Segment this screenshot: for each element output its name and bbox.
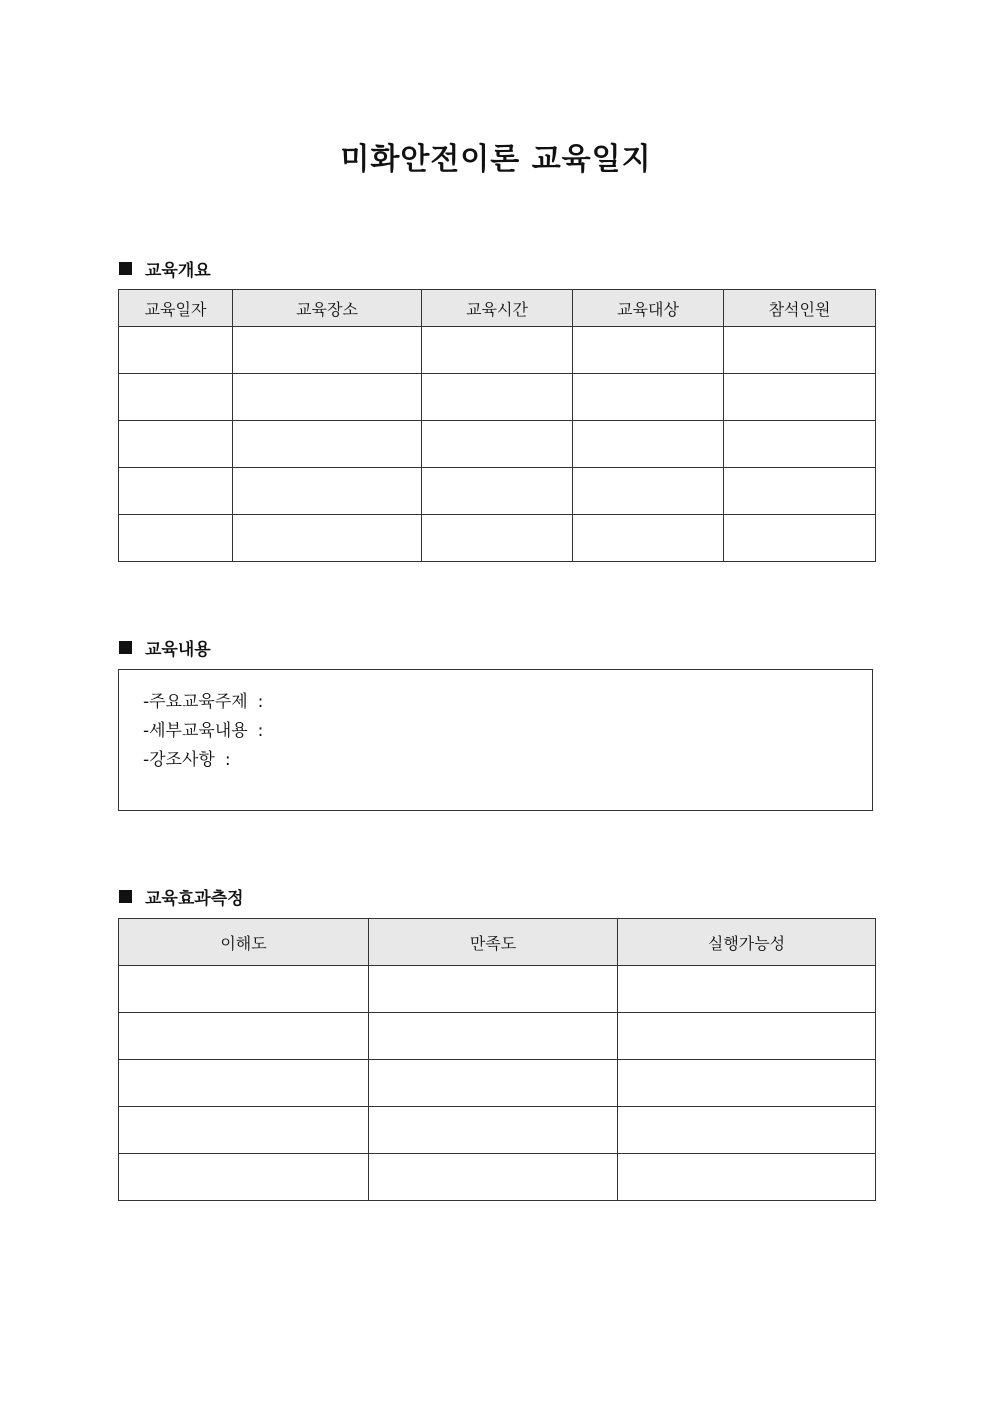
table-cell[interactable]	[724, 468, 876, 515]
table-cell[interactable]	[724, 421, 876, 468]
table-cell[interactable]	[119, 1154, 369, 1201]
table-row	[119, 468, 876, 515]
table-cell[interactable]	[119, 468, 233, 515]
table-row	[119, 1013, 876, 1060]
table-cell[interactable]	[119, 374, 233, 421]
table-row	[119, 1154, 876, 1201]
content-box[interactable]	[118, 669, 873, 811]
table-cell[interactable]	[618, 1013, 876, 1060]
table-cell[interactable]	[422, 468, 573, 515]
table-cell[interactable]	[119, 515, 233, 562]
section-heading-label: 교육개요	[145, 261, 211, 281]
table-header-row	[119, 919, 876, 966]
table-cell[interactable]	[119, 966, 369, 1013]
column-header: 만족도	[369, 919, 618, 966]
square-bullet-icon	[119, 890, 132, 903]
table-cell[interactable]	[422, 515, 573, 562]
table-cell[interactable]	[618, 966, 876, 1013]
table-cell[interactable]	[573, 515, 724, 562]
table-cell[interactable]	[369, 1154, 618, 1201]
section-heading-label: 교육내용	[145, 640, 211, 660]
table-cell[interactable]	[724, 515, 876, 562]
content-line-label: -강조사항	[143, 750, 215, 770]
table-cell[interactable]	[573, 468, 724, 515]
table-row	[119, 1107, 876, 1154]
table-cell[interactable]	[422, 327, 573, 374]
table-cell[interactable]	[369, 966, 618, 1013]
content-line-colon: :	[257, 692, 264, 712]
table-cell[interactable]	[369, 1013, 618, 1060]
table-cell[interactable]	[618, 1060, 876, 1107]
table-cell[interactable]	[119, 1013, 369, 1060]
column-header: 실행가능성	[618, 919, 876, 966]
content-line-label: -세부교육내용	[143, 721, 248, 741]
section-heading-effect	[119, 884, 244, 909]
section-heading-label: 교육효과측정	[145, 889, 244, 909]
column-header: 교육시간	[422, 290, 573, 327]
table-cell[interactable]	[119, 421, 233, 468]
table-cell[interactable]	[573, 327, 724, 374]
table-cell[interactable]	[233, 374, 422, 421]
table-row	[119, 966, 876, 1013]
table-cell[interactable]	[618, 1154, 876, 1201]
column-header: 교육대상	[573, 290, 724, 327]
table-cell[interactable]	[233, 421, 422, 468]
column-header: 교육일자	[119, 290, 233, 327]
content-line-colon: :	[257, 721, 264, 741]
content-line-main-topic	[143, 688, 872, 717]
table-cell[interactable]	[724, 327, 876, 374]
table-row	[119, 515, 876, 562]
content-line-label: -주요교육주제	[143, 692, 248, 712]
square-bullet-icon	[119, 641, 132, 654]
table-cell[interactable]	[233, 515, 422, 562]
table-cell[interactable]	[369, 1060, 618, 1107]
table-cell[interactable]	[573, 374, 724, 421]
section-heading-overview	[119, 256, 211, 281]
table-cell[interactable]	[119, 1107, 369, 1154]
column-header: 참석인원	[724, 290, 876, 327]
overview-table	[118, 289, 876, 562]
content-line-emphasis	[143, 746, 872, 775]
square-bullet-icon	[119, 262, 132, 275]
table-header-row	[119, 290, 876, 327]
table-cell[interactable]	[119, 327, 233, 374]
table-cell[interactable]	[618, 1107, 876, 1154]
table-row	[119, 327, 876, 374]
table-cell[interactable]	[369, 1107, 618, 1154]
column-header: 이해도	[119, 919, 369, 966]
content-line-colon: :	[224, 750, 231, 770]
content-line-details	[143, 717, 872, 746]
effect-table	[118, 918, 876, 1201]
table-cell[interactable]	[233, 327, 422, 374]
table-cell[interactable]	[233, 468, 422, 515]
table-row	[119, 421, 876, 468]
table-row	[119, 1060, 876, 1107]
table-row	[119, 374, 876, 421]
column-header: 교육장소	[233, 290, 422, 327]
table-cell[interactable]	[119, 1060, 369, 1107]
page-title: 미화안전이론 교육일지	[340, 142, 652, 177]
table-cell[interactable]	[422, 421, 573, 468]
table-cell[interactable]	[422, 374, 573, 421]
section-heading-content	[119, 635, 211, 660]
table-cell[interactable]	[724, 374, 876, 421]
table-cell[interactable]	[573, 421, 724, 468]
